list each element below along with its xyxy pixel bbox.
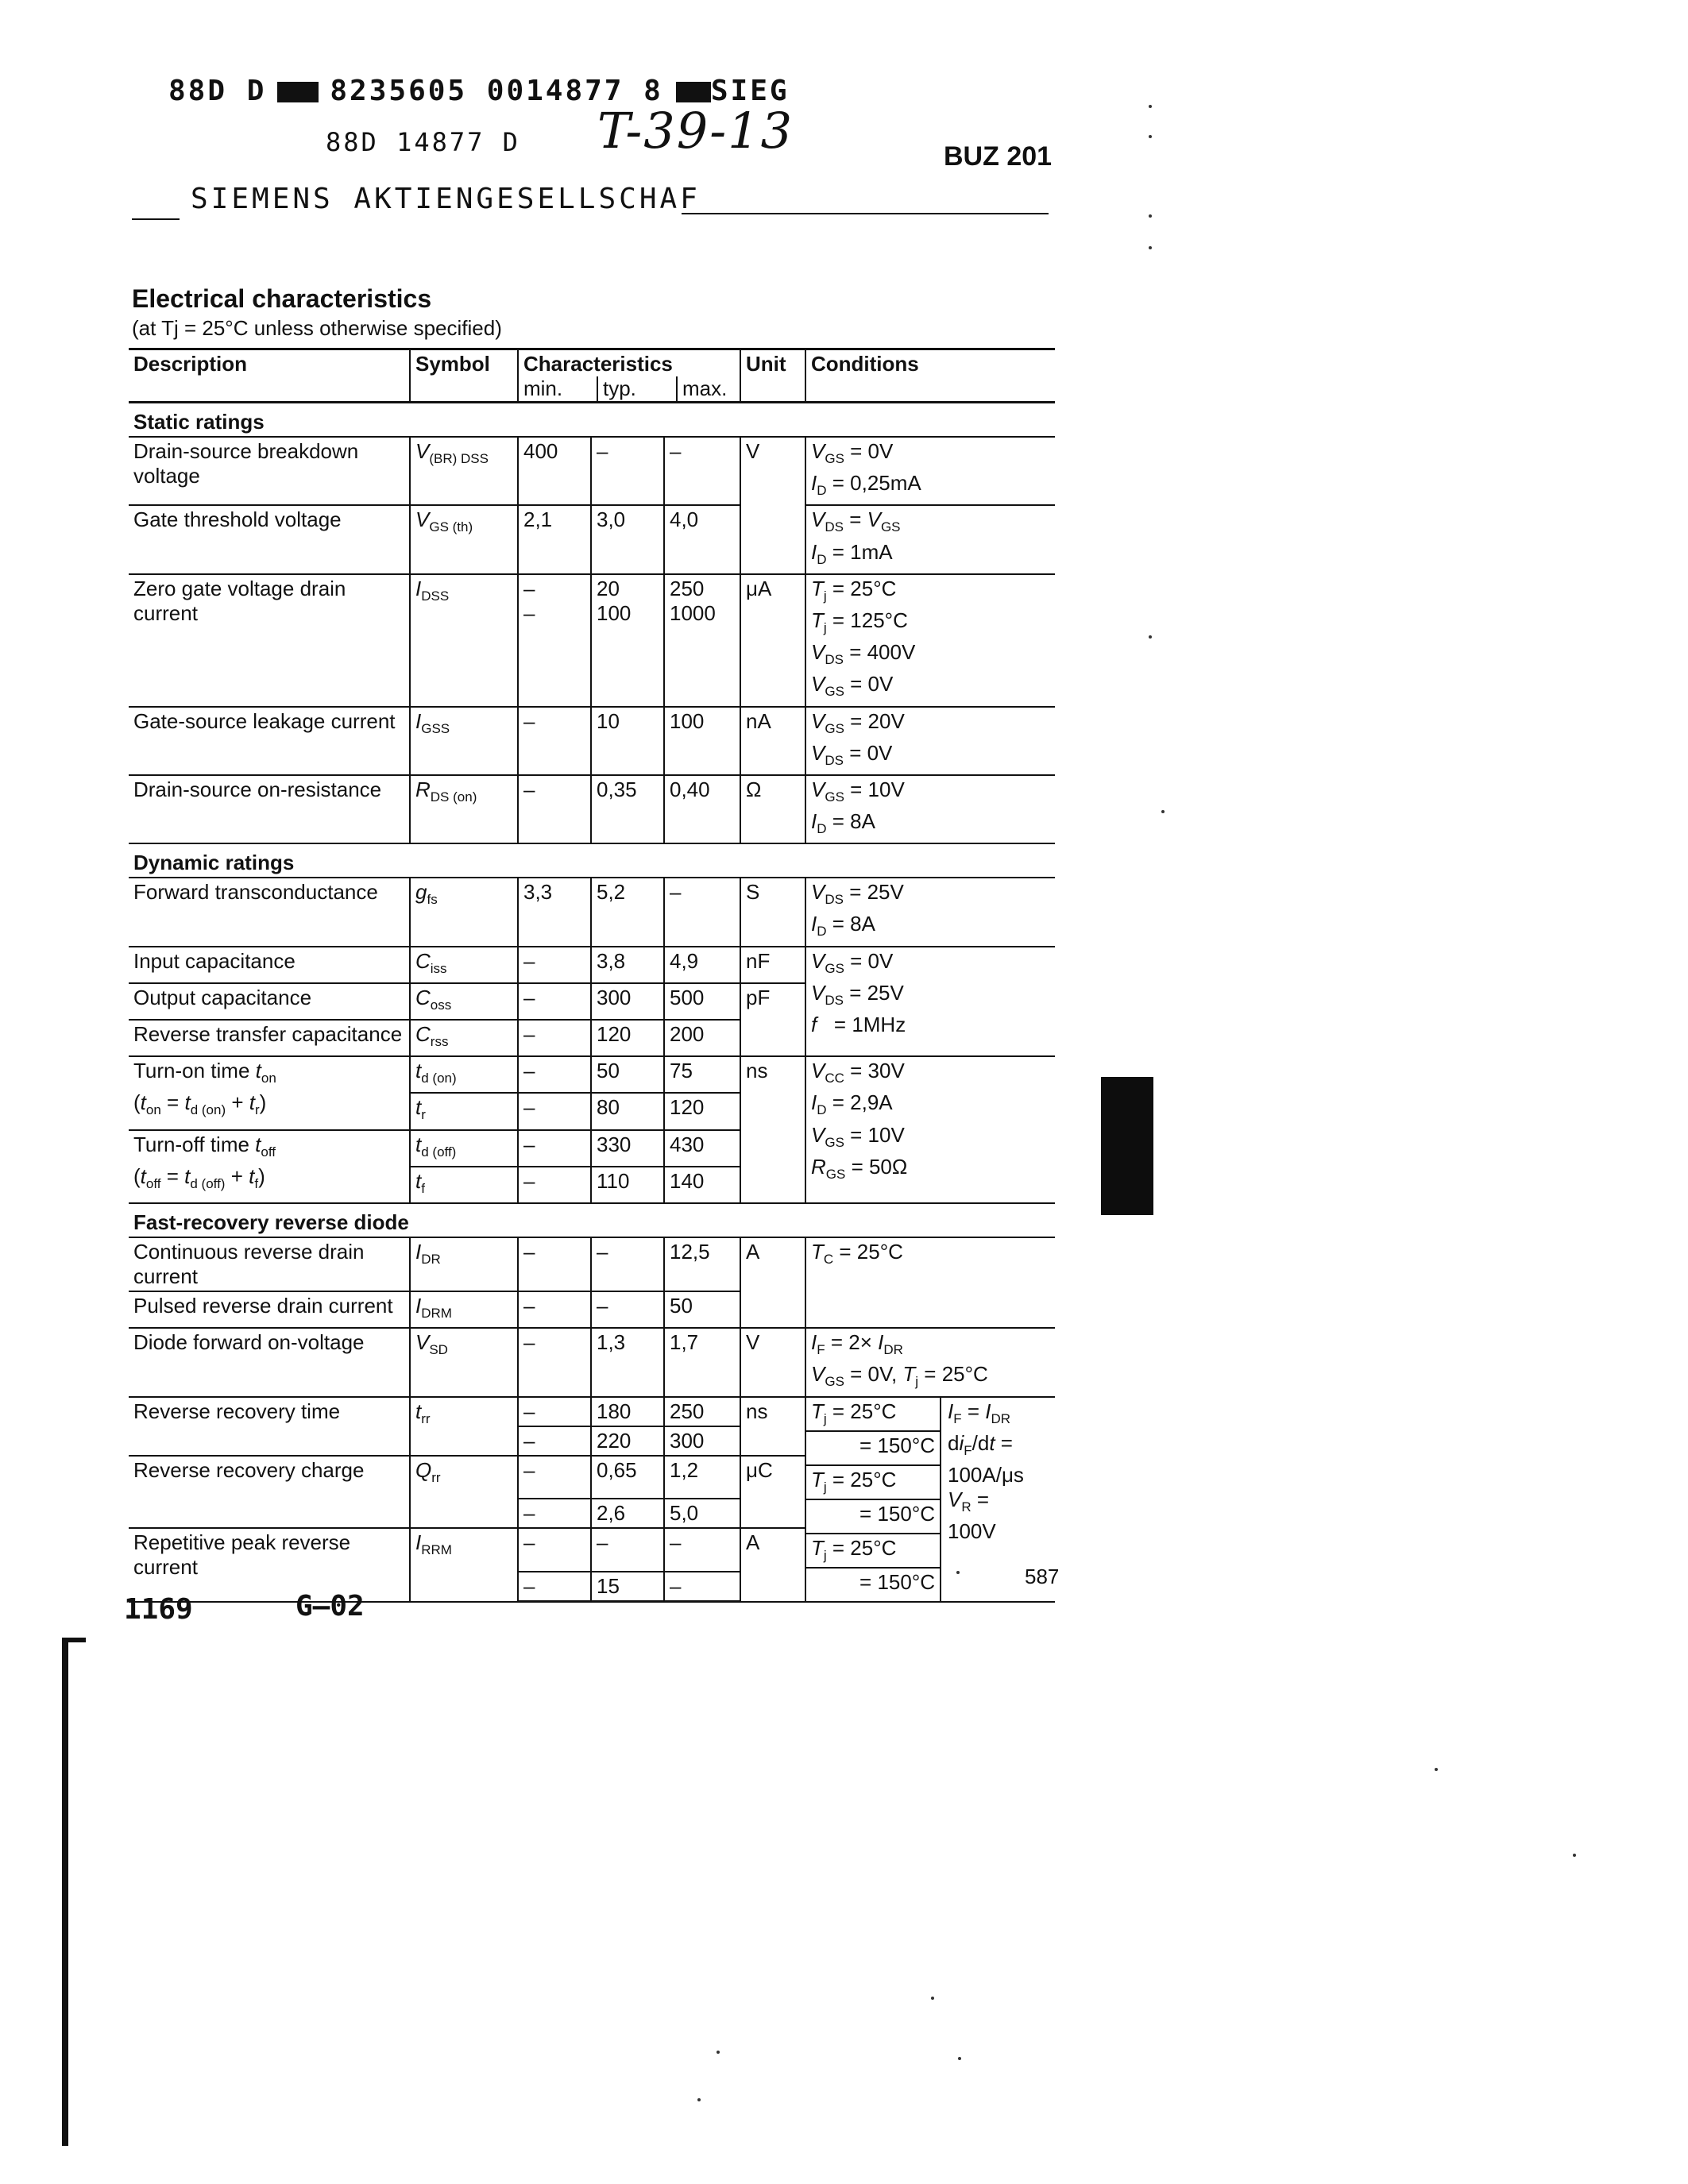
- row-typ: 1,3: [591, 1328, 664, 1396]
- table-row: [129, 775, 1055, 843]
- header-code-suffix: SIEG: [710, 75, 790, 107]
- row-max: –: [664, 437, 740, 505]
- row-conditions: $V_{GS} = 10V$ $I_D = 8A$: [805, 775, 1055, 843]
- footer-code: 1169: [124, 1593, 193, 1626]
- row-unit: nA: [740, 707, 805, 775]
- row-typ: 5,2: [591, 878, 664, 946]
- row-max: 200: [664, 1020, 740, 1056]
- row-max: 5,0: [664, 1499, 740, 1528]
- row-unit: nF: [740, 947, 805, 983]
- table-row: [129, 437, 1055, 505]
- row-unit: V: [740, 1328, 805, 1396]
- row-description: Turn-off time $t_{off}$ $(t_{off} = t_{d (off)} + t_f)$: [129, 1130, 410, 1203]
- row-typ: 3,0: [591, 505, 664, 573]
- scan-speck: [958, 2057, 961, 2060]
- row-unit: ns: [740, 1056, 805, 1203]
- row-max: 120: [664, 1093, 740, 1129]
- row-description: Input capacitance: [129, 947, 410, 983]
- divider: [132, 218, 180, 220]
- margin-marker-bar: [1101, 1077, 1153, 1215]
- row-description: Forward transconductance: [129, 878, 410, 946]
- row-min: –: [518, 1093, 591, 1129]
- row-typ: –: [591, 437, 664, 505]
- row-typ: 15: [591, 1572, 664, 1602]
- header-min: min.: [523, 376, 563, 400]
- row-typ: 10: [591, 707, 664, 775]
- scan-artifact: [62, 1638, 68, 2146]
- row-description: Reverse transfer capacitance: [129, 1020, 410, 1056]
- header-typ: typ.: [597, 376, 676, 401]
- row-max: 4,9: [664, 947, 740, 983]
- redaction-block: [676, 82, 711, 102]
- table-row: [129, 878, 1055, 946]
- row-description: Gate-source leakage current: [129, 707, 410, 775]
- row-max: 430: [664, 1130, 740, 1167]
- row-max: 140: [664, 1167, 740, 1203]
- table-row: [129, 505, 1055, 573]
- company-name: SIEMENS AKTIENGESELLSCHAF: [191, 183, 701, 215]
- row-max: 250: [664, 1397, 740, 1426]
- row-conditions: $V_{CC} = 30V$ $I_D = 2,9A$ $V_{GS} = 10V$ $R_{GS} = 50\Omega$: [805, 1056, 1055, 1203]
- row-symbol: $R_{DS (on)}$: [410, 775, 518, 843]
- row-min: –: [518, 1426, 591, 1456]
- row-conditions: $V_{DS} = V_{GS}$ $I_D = 1mA$: [805, 505, 1055, 573]
- row-symbol: $t_f$: [410, 1167, 518, 1203]
- header-code-prefix: 88D D: [168, 75, 267, 107]
- scan-speck: [956, 1571, 960, 1574]
- row-max: 1,7: [664, 1328, 740, 1396]
- row-typ: –: [591, 1291, 664, 1328]
- row-min: –: [518, 1528, 591, 1572]
- cond-diode-params: $I_F = I_{DR}$ $di_F/dt$ = 100A/μs $V_R$ = 100V: [948, 1399, 1024, 1544]
- footer-code: G–02: [295, 1590, 365, 1623]
- row-description: Output capacitance: [129, 983, 410, 1020]
- row-symbol: $I_{GSS}$: [410, 707, 518, 775]
- row-min: 3,3: [518, 878, 591, 946]
- row-symbol: $t_r$: [410, 1093, 518, 1129]
- row-min: –: [518, 947, 591, 983]
- section-row: [129, 403, 1055, 438]
- row-typ: 80: [591, 1093, 664, 1129]
- row-unit: μA: [740, 574, 805, 707]
- row-description: Zero gate voltage drain current: [129, 574, 410, 707]
- row-symbol: $t_{rr}$: [410, 1397, 518, 1456]
- row-description: Reverse recovery charge: [129, 1456, 410, 1529]
- section-subtitle: (at Tj = 25°C unless otherwise specified): [132, 316, 502, 340]
- row-symbol: $I_{DRM}$: [410, 1291, 518, 1328]
- row-conditions: [805, 1397, 1055, 1602]
- characteristics-table: [129, 348, 1055, 1603]
- header-description: Description: [129, 349, 410, 403]
- header-code-numbers: 8235605 0014877 8: [330, 75, 663, 107]
- table-row: [129, 574, 1055, 707]
- row-typ: –: [591, 1237, 664, 1291]
- row-description: Continuous reverse drain current: [129, 1237, 410, 1291]
- row-typ: 0,65: [591, 1456, 664, 1499]
- row-max: –: [664, 1572, 740, 1602]
- row-conditions: $V_{GS} = 0V$ $V_{DS} = 25V$ f = 1MHz: [805, 947, 1055, 1057]
- row-unit: μC: [740, 1456, 805, 1529]
- section-static: Static ratings: [129, 403, 1055, 438]
- table-row: [129, 947, 1055, 983]
- row-description: Drain-source on-resistance: [129, 775, 410, 843]
- row-description: Repetitive peak reverse current: [129, 1528, 410, 1601]
- scan-speck: [697, 2098, 701, 2101]
- redaction-block: [277, 82, 319, 102]
- row-symbol: $t_{d (on)}$: [410, 1056, 518, 1093]
- section-diode: Fast-recovery reverse diode: [129, 1203, 1055, 1237]
- scan-speck: [717, 2051, 720, 2054]
- row-max: 50: [664, 1291, 740, 1328]
- scan-speck: [1149, 635, 1152, 639]
- header-symbol: Symbol: [410, 349, 518, 403]
- scan-speck: [1435, 1768, 1438, 1771]
- cond-tj150: = 150°C: [806, 1432, 940, 1466]
- row-unit: V: [740, 437, 805, 574]
- row-min: –: [518, 1499, 591, 1528]
- row-typ: 120: [591, 1020, 664, 1056]
- page-number: 587: [1025, 1565, 1060, 1588]
- row-max: 0,40: [664, 775, 740, 843]
- row-min: – –: [518, 574, 591, 707]
- section-dynamic: Dynamic ratings: [129, 843, 1055, 878]
- row-min: –: [518, 1397, 591, 1426]
- scan-speck: [931, 1997, 934, 2000]
- header-line2: 88D 14877 D: [326, 127, 520, 157]
- section-row: [129, 1203, 1055, 1237]
- row-symbol: $Q_{rr}$: [410, 1456, 518, 1529]
- cond-tj150: = 150°C: [859, 1569, 935, 1594]
- row-typ: 0,35: [591, 775, 664, 843]
- row-min: –: [518, 1167, 591, 1203]
- scan-speck: [1149, 135, 1152, 138]
- row-symbol: $V_{SD}$: [410, 1328, 518, 1396]
- row-min: –: [518, 983, 591, 1020]
- row-unit: Ω: [740, 775, 805, 843]
- row-max: 1,2: [664, 1456, 740, 1499]
- row-min: –: [518, 1456, 591, 1499]
- row-symbol: $I_{DR}$: [410, 1237, 518, 1291]
- row-min: 400: [518, 437, 591, 505]
- row-max: 12,5: [664, 1237, 740, 1291]
- row-typ: 20 100: [591, 574, 664, 707]
- row-conditions: $V_{GS} = 0V$ $I_D = 0,25mA$: [805, 437, 1055, 505]
- table-row: [129, 1328, 1055, 1396]
- row-description: Diode forward on-voltage: [129, 1328, 410, 1396]
- section-row: [129, 843, 1055, 878]
- header-max: max.: [676, 376, 727, 401]
- row-symbol: $C_{oss}$: [410, 983, 518, 1020]
- row-min: 2,1: [518, 505, 591, 573]
- row-description: Pulsed reverse drain current: [129, 1291, 410, 1328]
- row-description: Reverse recovery time: [129, 1397, 410, 1456]
- header-conditions: Conditions: [805, 349, 1055, 403]
- row-typ: 110: [591, 1167, 664, 1203]
- row-description: Drain-source breakdown voltage: [129, 437, 410, 505]
- row-conditions: $T_C = 25^\circ C$: [805, 1237, 1055, 1328]
- header-characteristics: Characteristics: [523, 352, 673, 376]
- row-min: –: [518, 1130, 591, 1167]
- row-conditions: $V_{DS} = 25V$ $I_D = 8A$: [805, 878, 1055, 946]
- row-max: 250 1000: [664, 574, 740, 707]
- row-typ: 3,8: [591, 947, 664, 983]
- row-symbol: $I_{RRM}$: [410, 1528, 518, 1601]
- table-row: [129, 1237, 1055, 1291]
- section-title: Electrical characteristics: [132, 284, 432, 313]
- row-min: –: [518, 1572, 591, 1602]
- row-min: –: [518, 1291, 591, 1328]
- row-description: Gate threshold voltage: [129, 505, 410, 573]
- row-symbol: $C_{iss}$: [410, 947, 518, 983]
- table-row: [129, 1056, 1055, 1093]
- row-symbol: $V_{GS (th)}$: [410, 505, 518, 573]
- row-min: –: [518, 1237, 591, 1291]
- row-max: 500: [664, 983, 740, 1020]
- scan-speck: [1149, 214, 1152, 218]
- cond-tj25: $T_j = 25^\circ C$: [806, 1534, 940, 1569]
- row-typ: 2,6: [591, 1499, 664, 1528]
- cond-tj25: $T_j = 25^\circ C$: [806, 1466, 940, 1500]
- turn-on-label: Turn-on time: [133, 1059, 250, 1083]
- header-unit: Unit: [740, 349, 805, 403]
- scan-speck: [1161, 810, 1165, 813]
- scan-speck: [1573, 1854, 1576, 1857]
- row-max: 100: [664, 707, 740, 775]
- table-row: [129, 707, 1055, 775]
- row-typ: 300: [591, 983, 664, 1020]
- divider: [682, 213, 1049, 214]
- row-unit: pF: [740, 983, 805, 1056]
- row-typ: –: [591, 1528, 664, 1572]
- row-typ: 220: [591, 1426, 664, 1456]
- row-max: –: [664, 878, 740, 946]
- row-min: –: [518, 707, 591, 775]
- row-description: Turn-on time $t_{on}$ $(t_{on} = t_{d (on)} + t_r)$: [129, 1056, 410, 1129]
- row-unit: A: [740, 1237, 805, 1328]
- row-max: 300: [664, 1426, 740, 1456]
- row-conditions: $V_{GS} = 20V$ $V_{DS} = 0V$: [805, 707, 1055, 775]
- turn-off-label: Turn-off time: [133, 1132, 249, 1156]
- row-max: 4,0: [664, 505, 740, 573]
- row-conditions: $T_j = 25^\circ C$ $T_j = 125^\circ C$ $V_{DS} = 400V$ $V_{GS} = 0V$: [805, 574, 1055, 707]
- scan-speck: [1149, 246, 1152, 249]
- scan-speck: [1149, 105, 1152, 108]
- handwritten-note: T-39-13: [597, 102, 794, 160]
- row-max: –: [664, 1528, 740, 1572]
- row-min: –: [518, 1020, 591, 1056]
- cond-tj150: = 150°C: [806, 1500, 940, 1534]
- row-unit: A: [740, 1528, 805, 1601]
- part-number: BUZ 201: [944, 141, 1053, 172]
- row-symbol: $C_{rss}$: [410, 1020, 518, 1056]
- row-typ: 50: [591, 1056, 664, 1093]
- row-symbol: $I_{DSS}$: [410, 574, 518, 707]
- table-header-row: [129, 349, 1055, 403]
- row-min: –: [518, 775, 591, 843]
- table-row: [129, 1397, 1055, 1426]
- cond-tj25: $T_j = 25^\circ C$: [806, 1398, 940, 1432]
- row-symbol: $g_{fs}$: [410, 878, 518, 946]
- row-min: –: [518, 1328, 591, 1396]
- row-typ: 180: [591, 1397, 664, 1426]
- row-max: 75: [664, 1056, 740, 1093]
- row-typ: 330: [591, 1130, 664, 1167]
- row-conditions: $I_F = 2\times I_{DR}$ $V_{GS} = 0V$, $T_j = 25^\circ C$: [805, 1328, 1055, 1396]
- row-unit: S: [740, 878, 805, 946]
- row-symbol: $t_{d (off)}$: [410, 1130, 518, 1167]
- row-symbol: $V_{(BR) DSS}$: [410, 437, 518, 505]
- row-unit: ns: [740, 1397, 805, 1456]
- row-min: –: [518, 1056, 591, 1093]
